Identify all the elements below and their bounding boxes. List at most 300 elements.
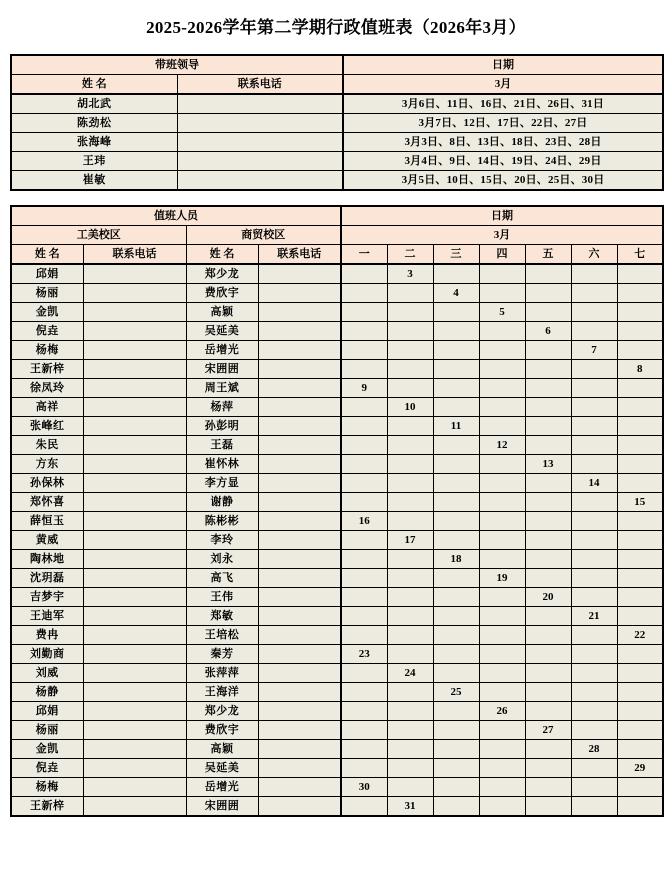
shangmao-staff-name: 费欣宇 [186,284,258,303]
shangmao-staff-name: 秦芳 [186,645,258,664]
day-cell-4 [479,588,525,607]
day-cell-6 [571,759,617,778]
gongmei-staff-phone [83,284,186,303]
day-cell-1 [341,284,387,303]
day-cell-2 [387,341,433,360]
shangmao-staff-name: 王海洋 [186,683,258,702]
shangmao-staff-phone [258,778,341,797]
table-row [11,607,663,626]
day-cell-4 [479,778,525,797]
day-cell-5 [525,607,571,626]
day-cell-4 [479,398,525,417]
day-cell-5 [525,417,571,436]
day-cell-3 [433,322,479,341]
gongmei-staff-phone [83,512,186,531]
shangmao-staff-phone [258,284,341,303]
day-cell-1 [341,664,387,683]
day-cell-2 [387,702,433,721]
day-cell-2 [387,721,433,740]
gongmei-staff-name: 杨梅 [11,778,83,797]
day-cell-6 [571,569,617,588]
campus-header-gongmei: 工美校区 [11,226,186,245]
shangmao-staff-name: 岳增光 [186,778,258,797]
day-cell-5: 13 [525,455,571,474]
day-cell-1 [341,721,387,740]
day-cell-5 [525,778,571,797]
shangmao-staff-name: 费欣宇 [186,721,258,740]
day-cell-2 [387,645,433,664]
day-cell-7 [617,588,663,607]
gongmei-staff-phone [83,474,186,493]
day-cell-6: 7 [571,341,617,360]
day-cell-6 [571,284,617,303]
gongmei-staff-name: 朱民 [11,436,83,455]
day-cell-7 [617,683,663,702]
day-cell-2 [387,360,433,379]
leader-name: 王玮 [11,152,177,171]
gongmei-staff-name: 王新梓 [11,360,83,379]
day-cell-5 [525,398,571,417]
gongmei-staff-phone [83,626,186,645]
shangmao-staff-name: 李玲 [186,531,258,550]
gongmei-staff-name: 金凯 [11,303,83,322]
day-cell-4: 5 [479,303,525,322]
gongmei-phone-header: 联系电话 [83,245,186,265]
day-cell-1 [341,264,387,284]
day-cell-2 [387,417,433,436]
day-cell-5: 27 [525,721,571,740]
day-cell-5 [525,550,571,569]
day-cell-4: 26 [479,702,525,721]
day-cell-6 [571,588,617,607]
table-row [11,645,663,664]
table-row [11,759,663,778]
shangmao-name-header: 姓 名 [186,245,258,265]
day-cell-7 [617,607,663,626]
day-cell-3 [433,664,479,683]
day-cell-2 [387,284,433,303]
staff-duty-table [10,205,664,817]
day-cell-2: 17 [387,531,433,550]
day-cell-5 [525,360,571,379]
day-cell-6 [571,379,617,398]
day-cell-7 [617,721,663,740]
leader-phone [177,171,343,191]
day-cell-4 [479,264,525,284]
gongmei-staff-name: 薛恒玉 [11,512,83,531]
day-cell-5 [525,797,571,817]
day-cell-7 [617,264,663,284]
day-cell-5 [525,683,571,702]
table-row [11,322,663,341]
leader-dates: 3月5日、10日、15日、20日、25日、30日 [343,171,663,191]
gongmei-staff-name: 陶林地 [11,550,83,569]
gongmei-staff-name: 刘威 [11,664,83,683]
day-cell-7 [617,740,663,759]
day-cell-3 [433,645,479,664]
day-cell-3 [433,474,479,493]
shangmao-staff-name: 王培松 [186,626,258,645]
day-cell-1 [341,759,387,778]
day-cell-7 [617,512,663,531]
day-cell-1 [341,417,387,436]
day-cell-5 [525,626,571,645]
day-cell-7 [617,569,663,588]
day-cell-5 [525,740,571,759]
day-cell-2 [387,550,433,569]
gongmei-staff-phone [83,645,186,664]
leader-dates: 3月6日、11日、16日、21日、26日、31日 [343,94,663,114]
gongmei-staff-name: 王新梓 [11,797,83,817]
weekday-header-6: 六 [571,245,617,265]
day-cell-3 [433,455,479,474]
shangmao-staff-phone [258,569,341,588]
day-cell-3: 4 [433,284,479,303]
leader-name: 张海峰 [11,133,177,152]
day-cell-2 [387,512,433,531]
day-cell-3 [433,264,479,284]
gongmei-staff-name: 刘勤商 [11,645,83,664]
day-cell-3: 18 [433,550,479,569]
shangmao-staff-name: 王伟 [186,588,258,607]
shangmao-staff-phone [258,588,341,607]
day-cell-3 [433,512,479,531]
gongmei-staff-name: 邱娟 [11,702,83,721]
day-cell-3 [433,607,479,626]
day-cell-4 [479,474,525,493]
day-cell-3 [433,360,479,379]
table-row [11,303,663,322]
day-cell-4 [479,607,525,626]
day-cell-1 [341,626,387,645]
day-cell-2 [387,778,433,797]
day-cell-5 [525,569,571,588]
day-cell-7 [617,303,663,322]
gongmei-staff-phone [83,702,186,721]
day-cell-6 [571,264,617,284]
day-cell-7 [617,778,663,797]
gongmei-staff-name: 吉梦宇 [11,588,83,607]
day-cell-5 [525,303,571,322]
table-row [11,588,663,607]
shangmao-staff-name: 宋囲囲 [186,797,258,817]
day-cell-2 [387,455,433,474]
day-cell-3 [433,626,479,645]
shangmao-staff-name: 陈彬彬 [186,512,258,531]
day-cell-7: 29 [617,759,663,778]
day-cell-6 [571,626,617,645]
day-cell-1 [341,493,387,512]
shangmao-staff-phone [258,550,341,569]
day-cell-6 [571,417,617,436]
table-row [11,531,663,550]
gongmei-staff-name: 金凯 [11,740,83,759]
shangmao-staff-phone [258,797,341,817]
day-cell-7: 8 [617,360,663,379]
leader-group-header-row [11,55,663,75]
day-cell-1 [341,702,387,721]
gongmei-staff-phone [83,493,186,512]
table-row [11,94,663,114]
gongmei-staff-phone [83,683,186,702]
day-cell-4 [479,531,525,550]
day-cell-5 [525,759,571,778]
day-cell-1 [341,474,387,493]
day-cell-6 [571,702,617,721]
day-cell-2 [387,759,433,778]
gongmei-staff-name: 杨梅 [11,341,83,360]
leader-dates: 3月7日、12日、17日、22日、27日 [343,114,663,133]
day-cell-4 [479,759,525,778]
day-cell-7 [617,322,663,341]
table-row [11,493,663,512]
day-cell-5 [525,436,571,455]
staff-column-header-row [11,245,663,265]
day-cell-2 [387,588,433,607]
shangmao-staff-phone [258,455,341,474]
day-cell-2 [387,379,433,398]
day-cell-2: 31 [387,797,433,817]
table-row [11,550,663,569]
day-cell-4 [479,550,525,569]
shangmao-phone-header: 联系电话 [258,245,341,265]
shangmao-staff-name: 刘永 [186,550,258,569]
shangmao-staff-phone [258,531,341,550]
day-cell-6 [571,550,617,569]
day-cell-7 [617,797,663,817]
day-cell-6 [571,398,617,417]
day-cell-2 [387,569,433,588]
day-cell-5 [525,493,571,512]
gongmei-staff-phone [83,303,186,322]
day-cell-6 [571,664,617,683]
shangmao-staff-name: 岳增光 [186,341,258,360]
gongmei-staff-name: 黄威 [11,531,83,550]
gongmei-staff-phone [83,740,186,759]
day-cell-7 [617,474,663,493]
day-cell-1 [341,797,387,817]
day-cell-6 [571,455,617,474]
day-cell-1: 16 [341,512,387,531]
day-cell-6 [571,322,617,341]
day-cell-7 [617,379,663,398]
shangmao-staff-phone [258,417,341,436]
shangmao-staff-phone [258,493,341,512]
gongmei-staff-phone [83,607,186,626]
leader-phone-header: 联系电话 [177,75,343,95]
day-cell-6 [571,721,617,740]
day-cell-1: 30 [341,778,387,797]
day-cell-1 [341,550,387,569]
day-cell-1 [341,683,387,702]
table-row [11,569,663,588]
shangmao-staff-name: 周王斌 [186,379,258,398]
shangmao-staff-phone [258,341,341,360]
day-cell-7: 22 [617,626,663,645]
leader-name: 陈劲松 [11,114,177,133]
weekday-header-3: 三 [433,245,479,265]
day-cell-7 [617,455,663,474]
table-row [11,778,663,797]
day-cell-4 [479,341,525,360]
leader-name-header: 姓 名 [11,75,177,95]
day-cell-5 [525,664,571,683]
day-cell-3 [433,797,479,817]
day-cell-6: 28 [571,740,617,759]
table-row [11,740,663,759]
staff-campus-header-row [11,226,663,245]
day-cell-2 [387,493,433,512]
shangmao-staff-name: 王磊 [186,436,258,455]
day-cell-2 [387,607,433,626]
shangmao-staff-phone [258,512,341,531]
gongmei-staff-phone [83,398,186,417]
day-cell-1 [341,740,387,759]
leader-dates: 3月4日、9日、14日、19日、24日、29日 [343,152,663,171]
gongmei-staff-name: 费冉 [11,626,83,645]
day-cell-5 [525,702,571,721]
staff-month-header: 3月 [341,226,663,245]
gongmei-staff-name: 王迪军 [11,607,83,626]
table-row [11,398,663,417]
leader-phone [177,94,343,114]
day-cell-6 [571,531,617,550]
day-cell-6 [571,303,617,322]
shangmao-staff-name: 张萍萍 [186,664,258,683]
shangmao-staff-phone [258,702,341,721]
day-cell-1 [341,341,387,360]
shangmao-staff-name: 吴延美 [186,322,258,341]
gongmei-staff-phone [83,417,186,436]
gongmei-staff-phone [83,341,186,360]
table-row [11,702,663,721]
day-cell-6: 21 [571,607,617,626]
day-cell-6: 14 [571,474,617,493]
table-row [11,417,663,436]
table-row [11,171,663,191]
shangmao-staff-name: 谢静 [186,493,258,512]
table-row [11,474,663,493]
gongmei-staff-phone [83,759,186,778]
shangmao-staff-name: 崔怀林 [186,455,258,474]
leader-phone [177,133,343,152]
day-cell-1 [341,607,387,626]
day-cell-6 [571,645,617,664]
day-cell-4 [479,645,525,664]
shangmao-staff-name: 郑少龙 [186,264,258,284]
day-cell-1: 23 [341,645,387,664]
day-cell-6 [571,797,617,817]
day-cell-4 [479,417,525,436]
day-cell-3 [433,303,479,322]
day-cell-3 [433,778,479,797]
day-cell-7 [617,645,663,664]
gongmei-staff-phone [83,664,186,683]
staff-table-head [11,206,663,264]
weekday-header-1: 一 [341,245,387,265]
gongmei-staff-name: 张峰红 [11,417,83,436]
shangmao-staff-name: 孙彭明 [186,417,258,436]
day-cell-6 [571,778,617,797]
staff-date-group-header: 日期 [341,206,663,226]
shangmao-staff-name: 郑敏 [186,607,258,626]
day-cell-3 [433,379,479,398]
leader-table-body [11,55,663,190]
table-row [11,683,663,702]
table-row [11,436,663,455]
table-row [11,152,663,171]
weekday-header-7: 七 [617,245,663,265]
shangmao-staff-phone [258,474,341,493]
shangmao-staff-name: 高颖 [186,740,258,759]
leader-date-group-header: 日期 [343,55,663,75]
gongmei-staff-phone [83,588,186,607]
shangmao-staff-name: 宋囲囲 [186,360,258,379]
shangmao-staff-phone [258,436,341,455]
day-cell-7 [617,417,663,436]
day-cell-3 [433,436,479,455]
leader-duty-table [10,54,664,191]
day-cell-3 [433,398,479,417]
leader-name: 崔敏 [11,171,177,191]
day-cell-3 [433,531,479,550]
gongmei-staff-phone [83,264,186,284]
day-cell-5 [525,341,571,360]
weekday-header-4: 四 [479,245,525,265]
day-cell-1 [341,436,387,455]
leader-phone [177,152,343,171]
day-cell-5 [525,512,571,531]
shangmao-staff-phone [258,721,341,740]
gongmei-staff-phone [83,721,186,740]
gongmei-staff-phone [83,322,186,341]
day-cell-6 [571,512,617,531]
table-row [11,284,663,303]
shangmao-staff-name: 杨萍 [186,398,258,417]
gongmei-staff-phone [83,360,186,379]
shangmao-staff-phone [258,264,341,284]
day-cell-3: 11 [433,417,479,436]
day-cell-6 [571,436,617,455]
table-row [11,379,663,398]
day-cell-4 [479,360,525,379]
day-cell-3 [433,588,479,607]
page-title: 2025-2026学年第二学期行政值班表（2026年3月） [146,18,526,37]
gongmei-staff-phone [83,569,186,588]
day-cell-5: 6 [525,322,571,341]
gongmei-staff-phone [83,531,186,550]
shangmao-staff-name: 郑少龙 [186,702,258,721]
day-cell-7 [617,436,663,455]
day-cell-7 [617,341,663,360]
day-cell-4 [479,664,525,683]
table-row [11,341,663,360]
day-cell-4 [479,455,525,474]
day-cell-1 [341,303,387,322]
staff-group-header: 值班人员 [11,206,341,226]
gongmei-staff-phone [83,436,186,455]
day-cell-3: 25 [433,683,479,702]
day-cell-6 [571,683,617,702]
day-cell-7 [617,550,663,569]
day-cell-2: 24 [387,664,433,683]
day-cell-3 [433,740,479,759]
gongmei-staff-name: 杨丽 [11,721,83,740]
day-cell-3 [433,721,479,740]
day-cell-5 [525,645,571,664]
day-cell-4 [479,284,525,303]
shangmao-staff-phone [258,379,341,398]
